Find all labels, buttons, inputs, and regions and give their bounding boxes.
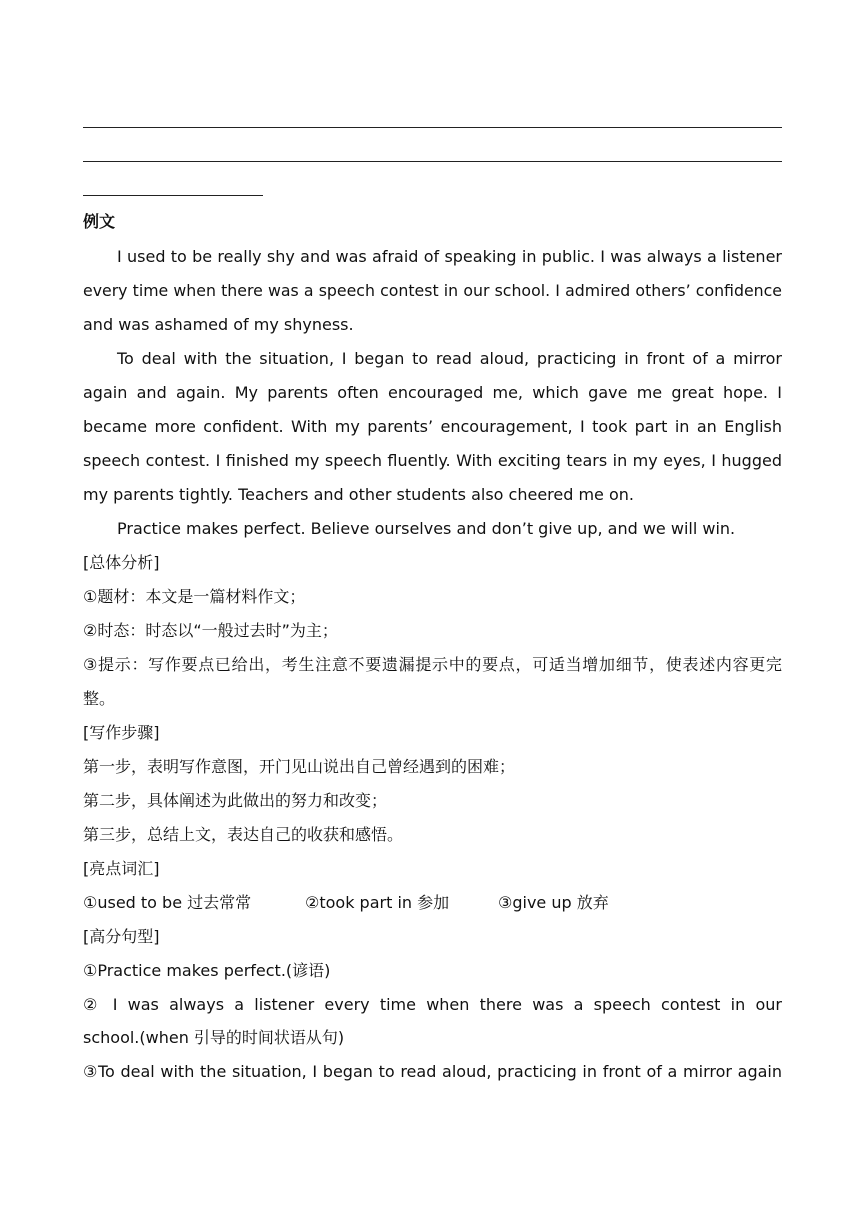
- answer-line-3: [83, 195, 263, 196]
- writing-step-2: 第二步，具体阐述为此做出的努力和改变；: [83, 791, 388, 810]
- writing-step-3: 第三步，总结上文，表达自己的收获和感悟。: [83, 825, 404, 844]
- answer-line-1: [83, 127, 782, 128]
- analysis-item-2: ②时态：时态以“一般过去时”为主；: [83, 621, 338, 640]
- vocab-item-2: ②took part in 参加: [305, 893, 450, 912]
- sentences-heading: [高分句型]: [83, 927, 160, 946]
- analysis-item-3: ③提示：写作要点已给出，考生注意不要遗漏提示中的要点，可适当增加细节，使表述内容更完: [83, 655, 782, 674]
- vocabulary-row: [83, 893, 782, 913]
- essay-p2-line-5: my parents tightly. Teachers and other students also cheered me on.: [83, 485, 634, 504]
- analysis-item-3-cont: 整。: [83, 689, 116, 708]
- vocab-item-3: ③give up 放弃: [498, 893, 609, 912]
- sentence-2: ② I was always a listener every time when there was a speech contest in our: [83, 995, 782, 1014]
- sentence-1: ①Practice makes perfect.(谚语): [83, 961, 331, 980]
- essay-p2-line-2: again and again. My parents often encouraged me, which gave me great hope. I: [83, 383, 782, 402]
- vocabulary-heading: [亮点词汇]: [83, 859, 160, 878]
- vocab-item-1: ①used to be 过去常常: [83, 893, 252, 912]
- analysis-item-1: ①题材：本文是一篇材料作文；: [83, 587, 306, 606]
- essay-p3: Practice makes perfect. Believe ourselves and don’t give up, and we will win.: [117, 519, 736, 538]
- sentence-3: ③To deal with the situation, I began to read aloud, practicing in front of a mirror again: [83, 1062, 782, 1081]
- essay-p2-line-1: To deal with the situation, I began to read aloud, practicing in front of a mirror: [117, 349, 782, 368]
- sentence-2-cont: school.(when 引导的时间状语从句): [83, 1028, 345, 1047]
- answer-line-2: [83, 161, 782, 162]
- writing-step-1: 第一步，表明写作意图，开门见山说出自己曾经遇到的困难；: [83, 757, 516, 776]
- essay-p1-line-1: I used to be really shy and was afraid of speaking in public. I was always a listener: [117, 247, 782, 266]
- essay-p2-line-3: became more confident. With my parents’ encouragement, I took part in an English: [83, 417, 782, 436]
- essay-p1-line-2: every time when there was a speech contest in our school. I admired others’ confidence: [83, 281, 782, 300]
- overall-analysis-heading: [总体分析]: [83, 553, 160, 572]
- essay-p2-line-4: speech contest. I finished my speech fluently. With exciting tears in my eyes, I hugged: [83, 451, 782, 470]
- writing-steps-heading: [写作步骤]: [83, 723, 160, 742]
- essay-p1-line-3: and was ashamed of my shyness.: [83, 315, 354, 334]
- example-title: 例文: [83, 212, 116, 231]
